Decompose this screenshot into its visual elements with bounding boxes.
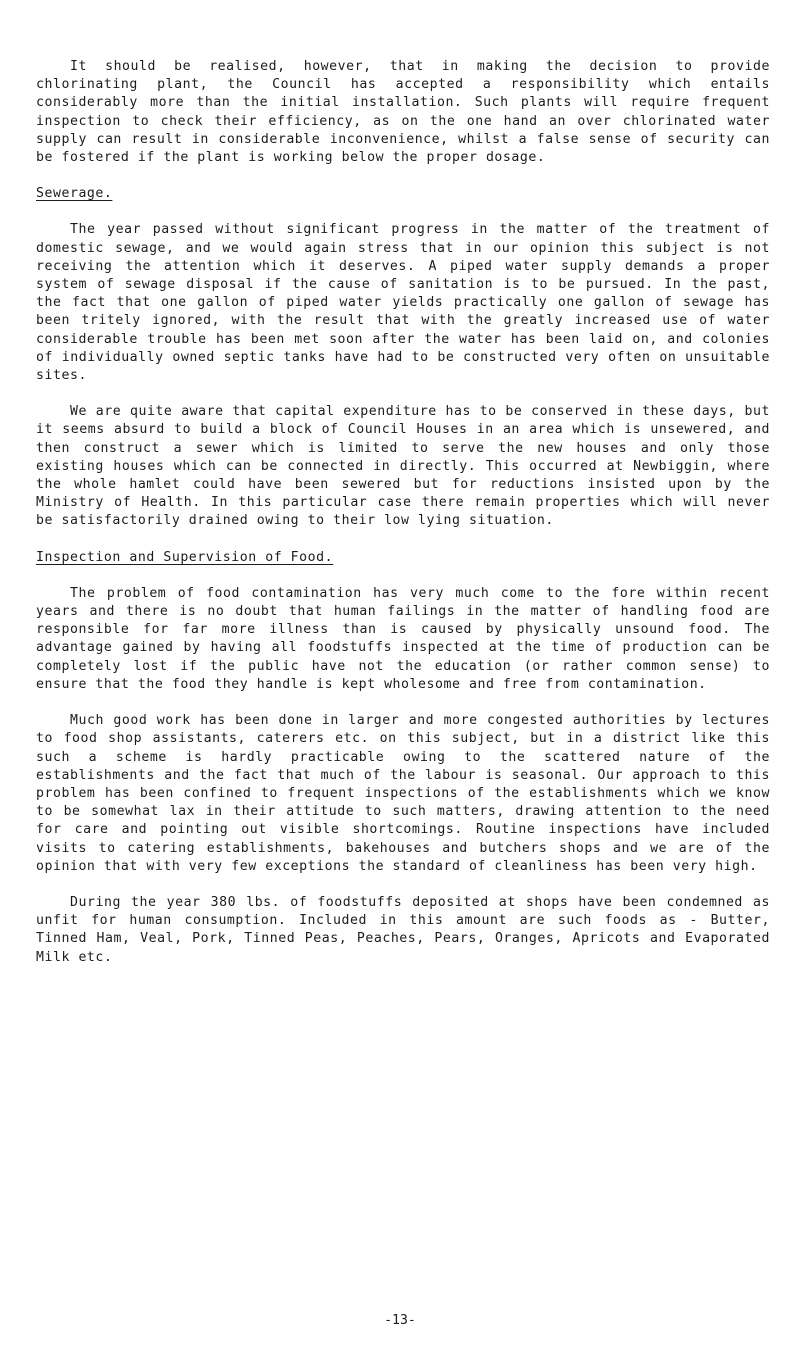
paragraph-condemned-food: During the year 380 lbs. of foodstuffs deposited at shops have been condemned as unfit for human consumption. Included in this amount are such foods as - Butter, Tinned Ham, Veal, Pork, Tinned Peas, Peaches, Pears, Oranges, Apricots and Evaporated Milk etc. [36,894,770,965]
spacer [36,531,770,549]
spacer [36,876,770,894]
document-page [36,58,770,967]
paragraph-sewerage: The year passed without significant progress in the matter of the treatment of domestic sewage, and we would again stress that in our opinion this subject is not receiving the attention which it deserves. A piped water supply demands a proper system of sewage disposal if the cause of sanitation is to be pursued. In the past, the fact that one gallon of piped water yields practically one gallon of sewage has been tritely ignored, with the result that with the greatly increased use of water considerable trouble has been met soon after the water has been laid on, and colonies of individually owned septic tanks have had to be constructed very often on unsuitable sites. [36,222,770,384]
paragraph-food-inspections: Much good work has been done in larger and more congested authorities by lectures to food shop assistants, caterers etc. on this subject, but in a district like this such a scheme is hardly practicable owing to the scattered nature of the establishments and the fact that much of the labour is seasonal. Our approach to this problem has been confined to frequent inspections of the establishments which we know to be somewhat lax in their attitude to such matters, drawing attention to the need for care and pointing out visible shortcomings. Routine inspections have included visits to catering establishments, bakehouses and butchers shops and we are of the opinion that with very few exceptions the standard of cleanliness has been very high. [36,713,770,874]
page-number: -13- [384,1313,416,1328]
paragraph-food-contamination: The problem of food contamination has very much come to the fore within recent years and there is no doubt that human failings in the matter of handling food are responsible for far more illness than is caused by physically unsound food. The advantage gained by having all foodstuffs inspected at the time of production can be completely lost if the public have not the education (or rather common sense) to ensure that the food they handle is kept wholesome and free from contamination. [36,585,770,692]
spacer [36,385,770,403]
paragraph-chlorination: It should be realised, however, that in making the decision to provide chlorinating plant, the Council has accepted a responsibility which entails considerably more than the initial installation. Such plants will require frequent inspection to check their efficiency, as on the one hand an over chlorinated water supply can result in considerable inconvenience, whilst a false sense of security can be fostered if the plant is working below the proper dosage. [36,59,770,166]
paragraph-capital-expenditure: We are quite aware that capital expenditure has to be conserved in these days, but it seems absurd to build a block of Council Houses in an area which is unsewered, and then construct a sewer which is limited to serve the new houses and only those existing houses which can be connected in directly. This occurred at Newbiggin, where the whole hamlet could have been sewered but for reductions insisted upon by the Ministry of Health. In this particular case there remain properties which will never be satisfactorily drained owing to their low lying situation. [36,404,770,529]
heading-sewerage: Sewerage. [36,186,113,202]
spacer [36,203,770,221]
spacer [36,167,770,185]
spacer [36,694,770,712]
spacer [36,567,770,585]
heading-food-inspection: Inspection and Supervision of Food. [36,549,334,565]
